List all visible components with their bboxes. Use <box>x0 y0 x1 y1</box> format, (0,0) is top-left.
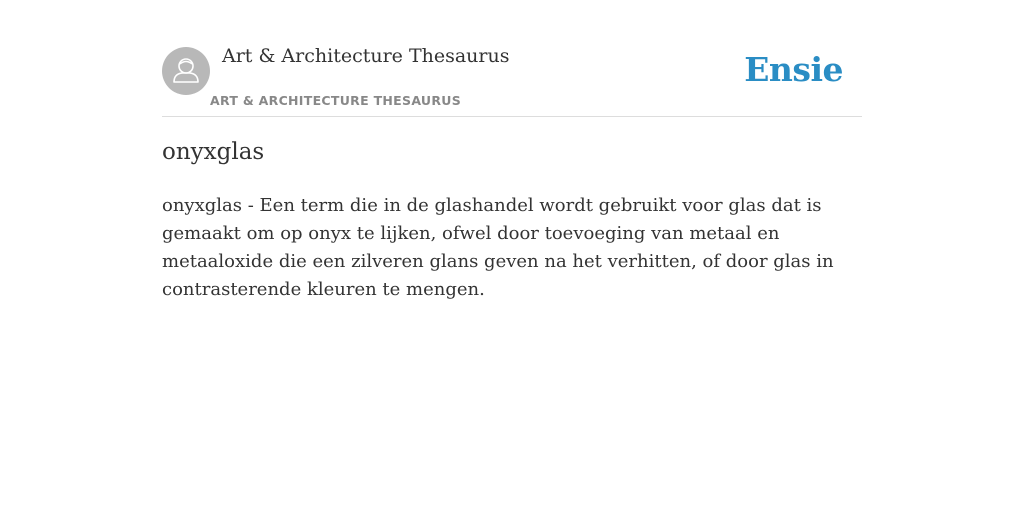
source-header <box>162 0 862 117</box>
ensie-logo[interactable]: Ensie <box>744 50 843 89</box>
source-subtitle[interactable]: ART & ARCHITECTURE THESAURUS <box>210 93 462 108</box>
entry-definition: onyxglas - Een term die in de glashandel wordt gebruikt voor glas dat is gemaakt om op onyx te lijken, ofwel door toevoeging van metaal en metaaloxide die een zilveren glans geven na het verhitten, of door glas in contrasterende kleuren te mengen. <box>162 195 834 300</box>
entry-term: onyxglas <box>162 139 265 165</box>
user-icon <box>162 47 210 95</box>
source-title[interactable]: Art & Architecture Thesaurus <box>222 45 510 67</box>
avatar[interactable] <box>162 47 210 95</box>
page-container <box>162 0 862 300</box>
